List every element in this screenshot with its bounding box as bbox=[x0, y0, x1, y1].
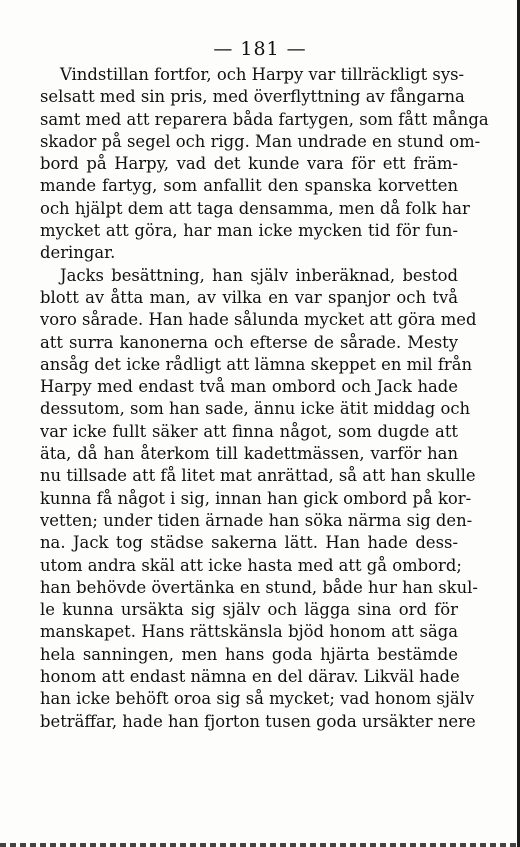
text-line: äta, då han återkom till kadettmässen, varför han bbox=[40, 444, 458, 464]
text-line: och hjälpt dem att taga densamma, men då folk har bbox=[40, 198, 470, 218]
text-line: han icke behöft oroa sig så mycket; vad honom själv bbox=[40, 689, 475, 709]
text-line: vetten; under tiden ärnade han söka närma sig den- bbox=[40, 510, 473, 530]
text-line: mande fartyg, som anfallit den spanska korvetten bbox=[40, 176, 458, 196]
text-line: beträffar, hade han fjorton tusen goda ursäkter nere bbox=[40, 711, 476, 731]
text-line: Vindstillan fortfor, och Harpy var tillräckligt sys- bbox=[60, 65, 465, 84]
text-line: utom andra skäl att icke hasta med att gå ombord; bbox=[40, 555, 462, 575]
body-text bbox=[40, 64, 489, 733]
text-line: han behövde övertänka en stund, både hur han skul- bbox=[40, 577, 478, 597]
text-line: Jacks besättning, han själv inberäknad, bestod bbox=[60, 265, 458, 285]
text-line: manskapet. Hans rättskänsla bjöd honom att säga bbox=[40, 622, 458, 642]
text-line: blott av åtta man, av vilka en var spanjor och två bbox=[40, 287, 458, 307]
text-line: deringar. bbox=[40, 243, 116, 263]
text-line: skador på segel och rigg. Man undrade en stund om- bbox=[40, 131, 481, 151]
paragraph-2 bbox=[40, 265, 478, 733]
text-line: selsatt med sin pris, med överflyttning av fångarna bbox=[40, 87, 465, 107]
text-line: hela sanningen, men hans goda hjärta bestämde bbox=[40, 644, 458, 664]
text-line: ansåg det icke rådligt att lämna skeppet en mil från bbox=[40, 354, 473, 374]
text-line: le kunna ursäkta sig själv och lägga sina ord för bbox=[40, 600, 458, 620]
text-line: bord på Harpy, vad det kunde vara för ett främ- bbox=[40, 154, 458, 174]
text-line: voro sårade. Han hade sålunda mycket att göra med bbox=[40, 310, 477, 330]
text-line: att surra kanonerna och efterse de sårade. Mesty bbox=[40, 332, 458, 352]
text-line: kunna få något i sig, innan han gick ombord på kor- bbox=[40, 488, 472, 508]
text-line: samt med att reparera båda fartygen, som fått många bbox=[40, 109, 489, 129]
paragraph-1 bbox=[40, 64, 489, 265]
text-line: na. Jack tog städse sakerna lätt. Han hade dess- bbox=[40, 533, 458, 553]
scan-edge-bottom bbox=[0, 843, 520, 847]
text-line: dessutom, som han sade, ännu icke ätit middag och bbox=[40, 399, 471, 419]
text-line: Harpy med endast två man ombord och Jack hade bbox=[40, 377, 458, 397]
text-line: honom att endast nämna en del därav. Likväl hade bbox=[40, 667, 460, 687]
text-line: var icke fullt säker att finna något, som dugde att bbox=[40, 421, 458, 441]
page-number: — 181 — bbox=[213, 38, 307, 60]
text-line: mycket att göra, har man icke mycken tid för fun- bbox=[40, 221, 458, 241]
text-line: nu tillsade att få litet mat anrättad, så att han skulle bbox=[40, 466, 476, 486]
